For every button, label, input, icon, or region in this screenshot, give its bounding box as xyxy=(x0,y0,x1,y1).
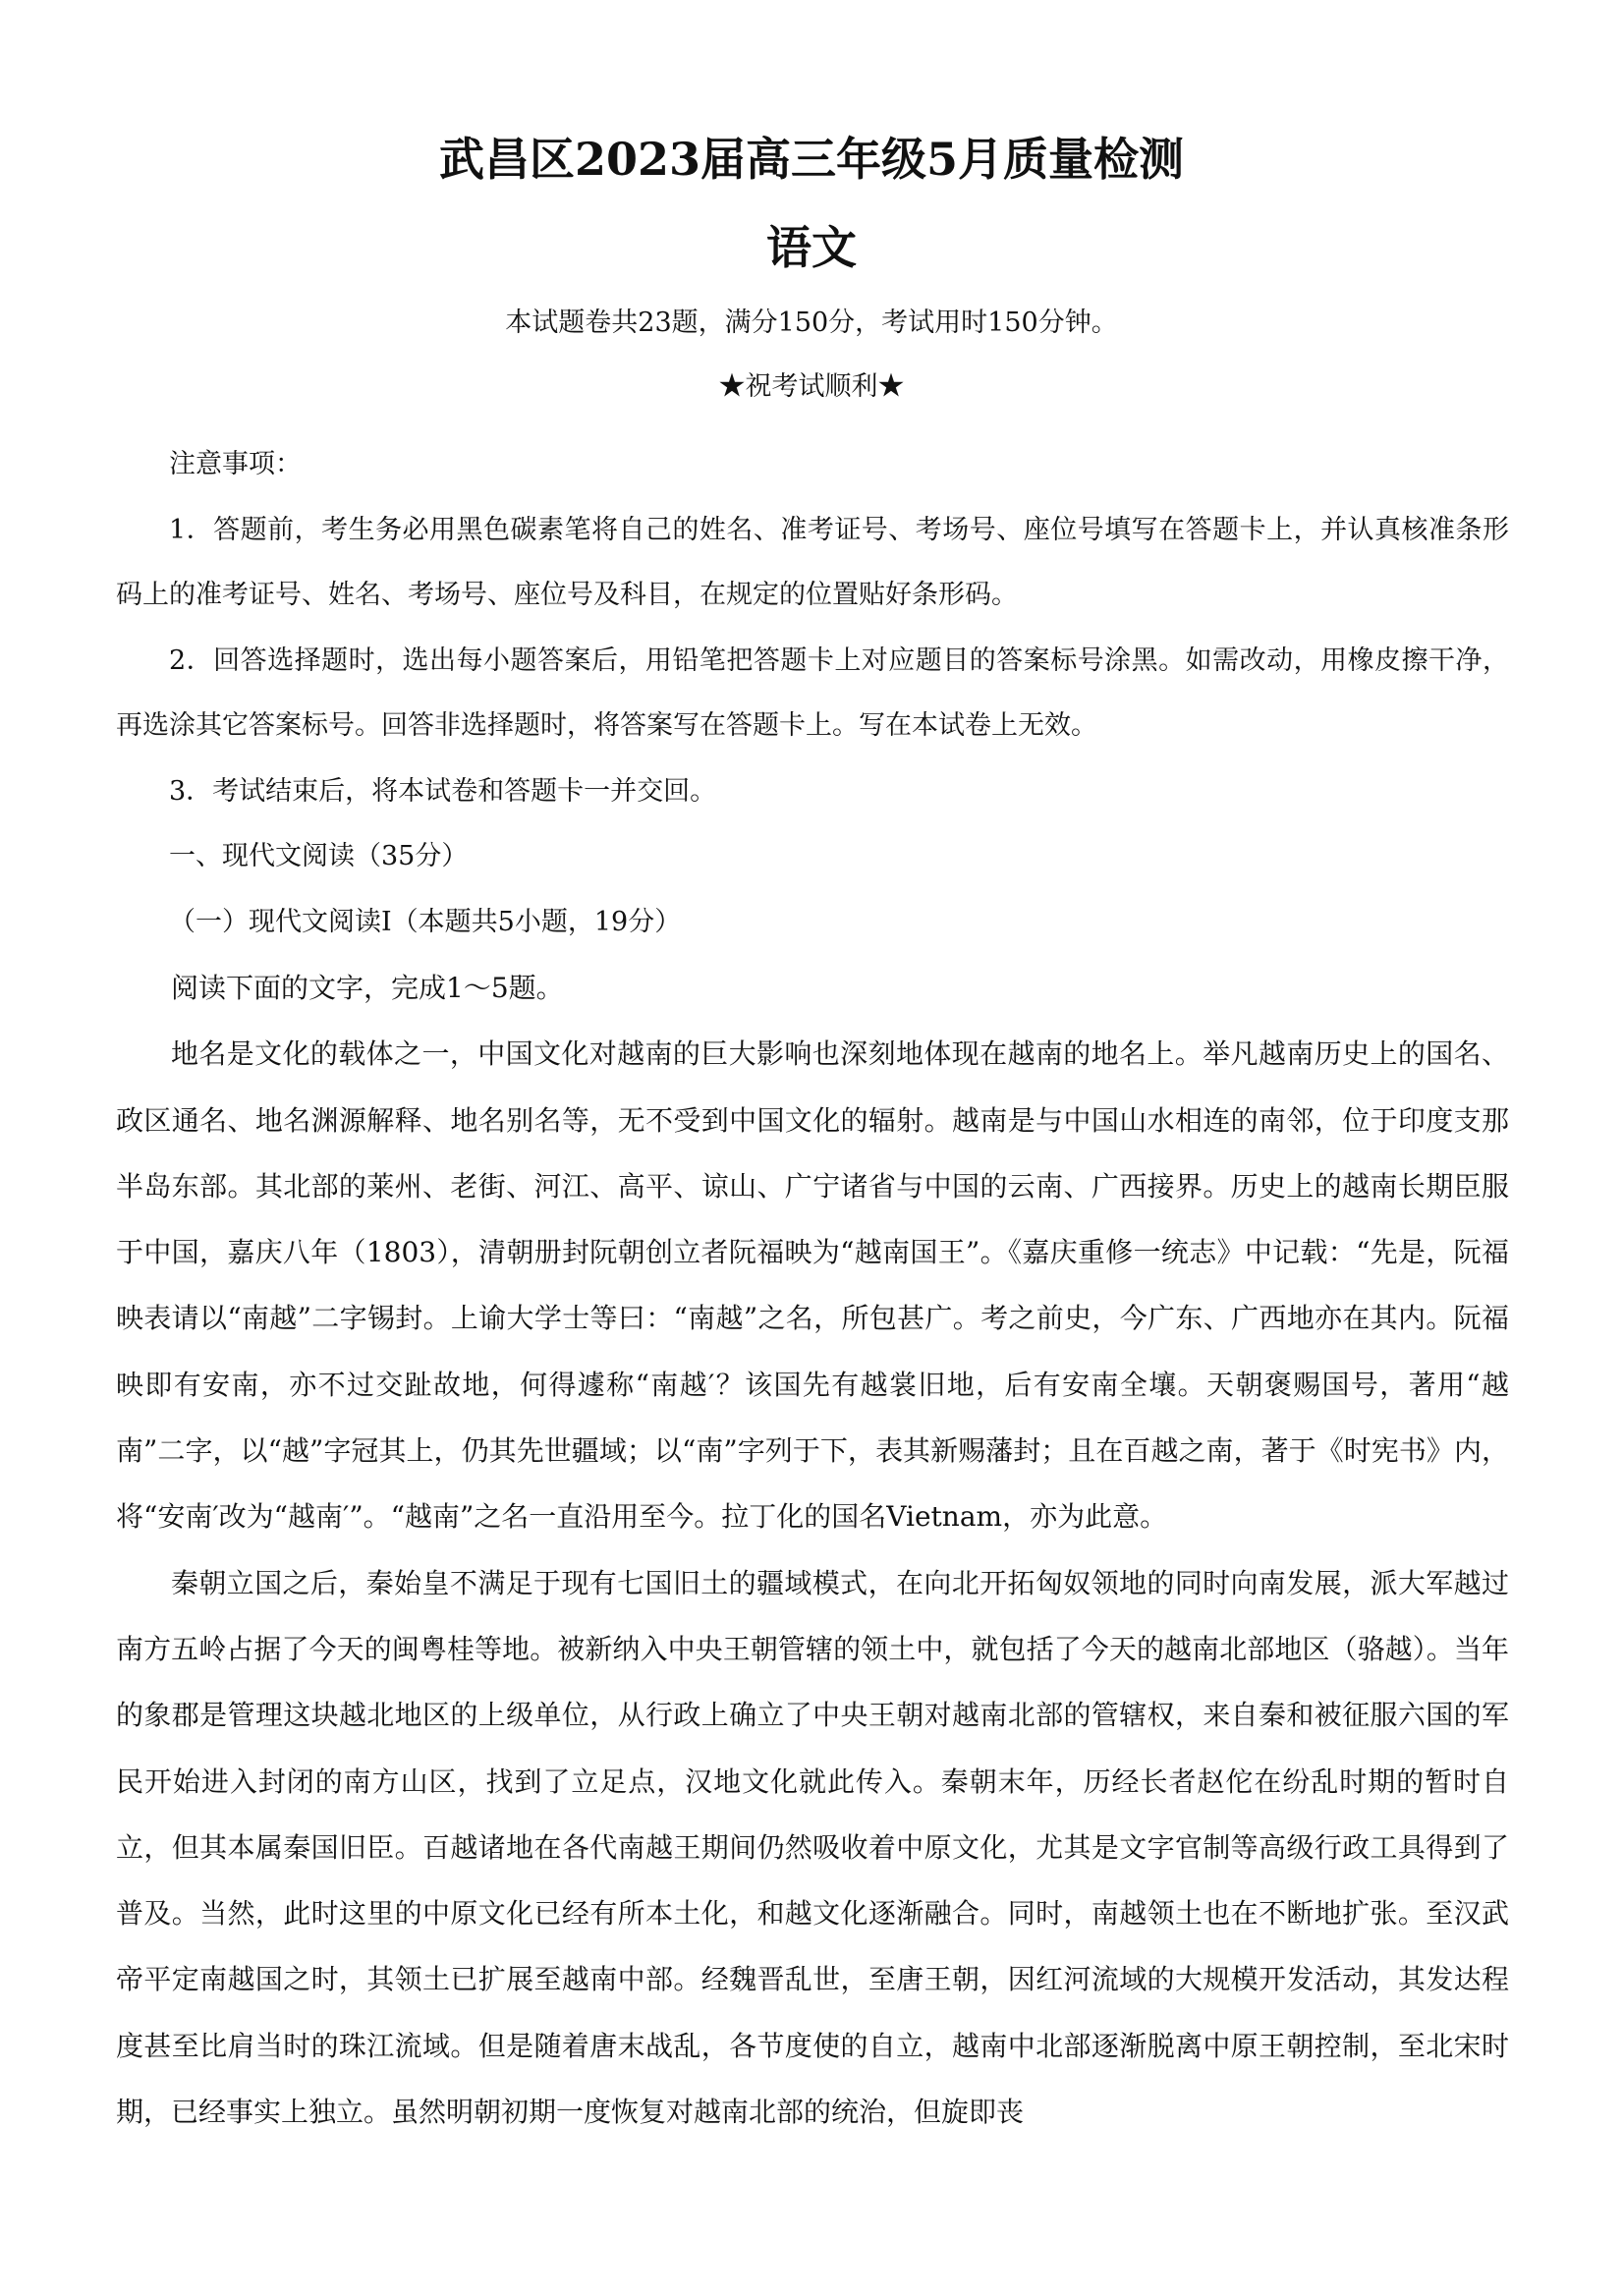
exam-info: 本试题卷共23题，满分150分，考试用时150分钟。 xyxy=(505,308,1118,338)
notice-heading: 注意事项： xyxy=(169,449,302,479)
section-heading: 一、现代文阅读（35分） xyxy=(169,841,469,871)
section-subheading: （一）现代文阅读I（本题共5小题，19分） xyxy=(169,906,682,937)
exam-wish: ★祝考试顺利★ xyxy=(718,371,905,402)
passage-paragraph: 秦朝立国之后，秦始皇不满足于现有七国旧土的疆域模式，在向北开拓匈奴领地的同时向南发展，派大军越过南方五岭占据了今天的闽粤桂等地。被新纳入中央王朝管辖的领土中，就包括了今天的越南北部地区（骆越）。当年的象郡是管理这块越北地区的上级单位，从行政上确立了中央王朝对越南北部的管辖权，来自秦和被征服六国的军民开始进入封闭的南方山区，找到了立足点，汉地文化就此传入。秦朝末年，历经长者赵佗在纷乱时期的暂时自立，但其本属秦国旧臣。百越诸地在各代南越王期间仍然吸收着中原文化，尤其是文字官制等高级行政工具得到了普及。当然，此时这里的中原文化已经有所本土化，和越文化逐渐融合。同时，南越领土也在不断地扩张。至汉武帝平定南越国之时，其领土已扩展至越南中部。经魏晋乱世，至唐王朝，因红河流域的大规模开发活动，其发达程度甚至比肩当时的珠江流域。但是随着唐末战乱，各节度使的自立，越南中北部逐渐脱离中原王朝控制，至北宋时期，已经事实上独立。虽然明朝初期一度恢复对越南北部的统治，但旋即丧 xyxy=(116,1566,1509,2129)
exam-subject: 语文 xyxy=(766,221,857,274)
reading-instruction: 阅读下面的文字，完成1～5题。 xyxy=(171,972,564,1004)
passage-paragraph: 地名是文化的载体之一，中国文化对越南的巨大影响也深刻地体现在越南的地名上。举凡越南历史上的国名、政区通名、地名渊源解释、地名别名等，无不受到中国文化的辐射。越南是与中国山水相连的南邻，位于印度支那半岛东部。其北部的莱州、老街、河江、高平、谅山、广宁诸省与中国的云南、广西接界。历史上的越南长期臣服于中国，嘉庆八年（1803），清朝册封阮朝创立者阮福映为“越南国王”。《嘉庆重修一统志》中记载：“先是，阮福映表请以“南越”二字锡封。上谕大学士等曰：“南越”之名，所包甚广。考之前史，今广东、广西地亦在其内。阮福映即有安南，亦不过交趾故地，何得遽称“南越′？该国先有越裳旧地，后有安南全壤。天朝褒赐国号，著用“越南”二字，以“越”字冠其上，仍其先世疆域；以“南”字列于下，表其新赐藩封；且在百越之南，著于《时宪书》内，将“安南′改为“越南′”。“越南”之名一直沿用至今。拉丁化的国名Vietnam，亦为此意。 xyxy=(116,1037,1509,1534)
notice-item-1: 1．答题前，考生务必用黑色碳素笔将自己的姓名、准考证号、考场号、座位号填写在答题卡上，并认真核准条形码上的准考证号、姓名、考场号、座位号及科目，在规定的位置贴好条形码。 xyxy=(116,514,1509,610)
notice-item-3: 3．考试结束后，将本试卷和答题卡一并交回。 xyxy=(169,775,717,807)
exam-title: 武昌区2023届高三年级5月质量检测 xyxy=(438,133,1185,186)
notice-item-2: 2．回答选择题时，选出每小题答案后，用铅笔把答题卡上对应题目的答案标号涂黑。如需改动，用橡皮擦干净，再选涂其它答案标号。回答非选择题时，将答案写在答题卡上。写在本试卷上无效。 xyxy=(116,644,1509,741)
exam-content xyxy=(116,432,1509,2145)
